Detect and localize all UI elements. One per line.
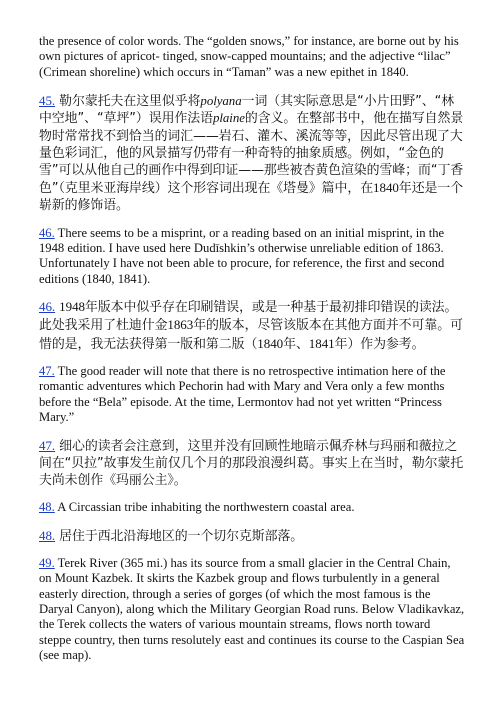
note-text: 居住于西北沿海地区的一个切尔克斯部落。 — [59, 528, 304, 544]
note-text: A Circassian tribe inhabiting the northwestern coastal area. — [57, 500, 355, 515]
note-text: 勒尔蒙托夫在这里似乎将 — [59, 94, 201, 110]
note-49-link[interactable]: 49. — [39, 555, 55, 570]
note-year: 1840 — [373, 180, 399, 196]
note-text: 年、 — [283, 336, 309, 352]
note-year: 1841 — [308, 335, 335, 351]
note-text: 年版本中似乎存在印刷错误，或是一种基于最初排印错误的读法。此处我采用了杜迪什金 — [39, 300, 458, 334]
note-46-link[interactable]: 46. — [39, 299, 56, 315]
note-48-link[interactable]: 48. — [39, 500, 55, 515]
note-text: 的含义。在整部书中，他在描写自然景物时常常找不到恰当的词汇——岩石、灌木、溪流等等，因此尽管出现了大量色彩词汇，他的风景描写仍带有一种奇特的抽象质感。例如，“金色的雪”可以从他自己的画作中得到印证——那些被杏黄色渲染的雪峰；而“丁香色”（克里米亚海岸线）这个形容词出现在《塔曼》篇中，在 — [39, 111, 464, 197]
note-text: 一词（其实际意思是“小片田野”、“林中空地”、“草坪”）误用作法语 — [39, 94, 455, 127]
note-year: 1840 — [257, 335, 284, 351]
note-text: Terek River (365 mi.) has its source from a small glacier in the Central Chain, on Mount Kazbek. It skirts the Kazbek group and flows turbulently in a general easterly direction, through a series of gorges (of which the most famous is the Daryal Canyon), along which the Military Georgian Road runs. Below Vladikavkaz, the Terek collects the waters of various mountain streams, flows north toward steppe country, then turns resolutely east and continues its course to the Caspian Sea (see map). — [39, 555, 465, 663]
note-text: 年还是一个崭新的修饰语。 — [39, 181, 464, 214]
note-italic-term: polyana — [200, 94, 242, 109]
paragraph-continuation — [39, 34, 465, 80]
note-46-link[interactable]: 46. — [39, 225, 55, 240]
note-45-zh — [39, 92, 465, 214]
document-page — [39, 34, 465, 664]
note-48-link[interactable]: 48. — [39, 527, 56, 543]
note-text: There seems to be a misprint, or a reading based on an initial misprint, in the 1948 edition. I have used here Dudīshkin’s otherwise unreliable edition of 1863. Unfortunately I have not been able to procure, for reference, the first and second editions (1840, 1841). — [39, 225, 445, 286]
note-48-en — [39, 500, 465, 515]
note-46-zh — [39, 298, 465, 353]
note-text: The good reader will note that there is no retrospective intimation here of the romantic adventures which Pechorin had with Mary and Vera only a few months before the “Bela” episode. At the time, Lermontov had not yet written “Princess Mary.” — [39, 363, 446, 425]
note-year: 1948 — [59, 299, 85, 315]
note-48-zh — [39, 527, 465, 545]
note-47-zh — [39, 437, 465, 490]
note-text: 年的版本，尽管该版本在其他方面并不可靠。可惜的是，我无法获得第一版和第二版（ — [39, 318, 463, 352]
note-46-en — [39, 226, 465, 288]
note-47-link[interactable]: 47. — [39, 437, 56, 453]
note-47-en — [39, 364, 465, 426]
note-49-en — [39, 556, 465, 664]
note-text: 年）作为参考。 — [334, 336, 425, 352]
note-47-link[interactable]: 47. — [39, 363, 55, 378]
note-45-link[interactable]: 45. — [39, 93, 56, 109]
note-year: 1863 — [167, 317, 194, 333]
note-italic-term: plaine — [212, 111, 245, 126]
note-text: 细心的读者会注意到，这里并没有回顾性地暗示佩乔林与玛丽和薇拉之间在“贝拉”故事发生前仅几个月的那段浪漫纠葛。事实上在当时，勒尔蒙托夫尚未创作《玛丽公主》。 — [39, 438, 464, 488]
paragraph-text: the presence of color words. The “golden snows,” for instance, are borne out by his own pictures of apricot- tinged, snow-capped mountains; and the adjective “lilac” (Crimean shoreline) which occurs in “Taman” was a new epithet in 1840. — [39, 34, 459, 79]
